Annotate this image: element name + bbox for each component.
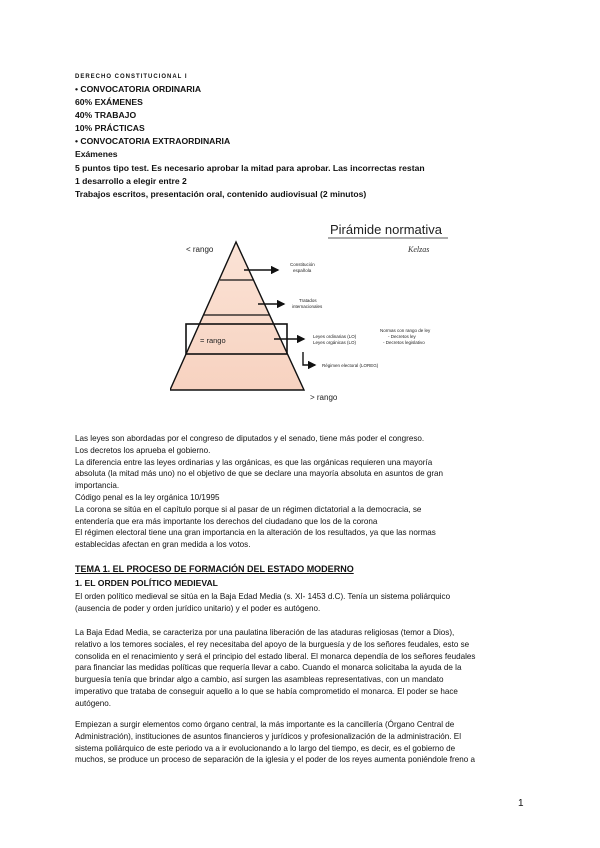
level-label: Régimen electoral (LOREG): [322, 363, 379, 368]
text-line: muchos, se produce un proceso de separación de la iglesia y el poder de los reyes aumenta poniéndole freno a: [75, 755, 475, 765]
body-paragraph-2: [75, 627, 525, 710]
summary-line: Exámenes: [75, 149, 118, 160]
text-line: burguesía tenía que brindar algo a cambio, así surgen las asambleas representativas, con un mandato: [75, 675, 444, 685]
text-line: consolida en el renacimiento y será el principio del estado liberal. El monarca dependía de los señores feudales: [75, 651, 476, 661]
arrow-icon: [303, 352, 315, 365]
summary-line: • CONVOCATORIA EXTRAORDINARIA: [75, 136, 231, 147]
note-line: - Decretos ley: [388, 334, 416, 339]
bottom-rank-label: > rango: [310, 393, 338, 402]
text-line: Administración), instituciones de asuntos financieros y jurídicos y profesionalización de la administración. El: [75, 731, 461, 741]
text-line: La diferencia entre las leyes ordinarias y las orgánicas, es que las orgánicas requieren una mayoría: [75, 457, 433, 467]
level-label: Leyes ordinarias (LO): [313, 334, 357, 339]
page-number: 1: [518, 798, 524, 809]
text-line: El orden político medieval se sitúa en la Baja Edad Media (s. XI- 1453 d.C). Tenía un sistema poliárquico: [75, 592, 451, 601]
level-label: española: [293, 268, 312, 273]
text-line: La corona se sitúa en el capítulo porque si al pasar de un régimen dictatorial a la democracia, se: [75, 504, 422, 514]
notes-paragraph: [75, 433, 443, 551]
text-line: sistema poliárquico de este periodo va a ir evolucionando a lo largo del tiempo, es decir, es el gobierno de: [75, 743, 456, 753]
body-paragraph-3: [75, 719, 525, 766]
section-title: 1. EL ORDEN POLÍTICO MEDIEVAL: [75, 578, 218, 588]
text-line: imperativo que trataba de conseguir aquello a lo que se había comprometido el monarca. El poder se hace: [75, 686, 458, 696]
summary-line: 60% EXÁMENES: [75, 97, 143, 108]
text-line: absoluta (la mitad más uno) no el objetivo de que se declare una mayoría absoluta en asuntos de gran: [75, 469, 444, 479]
summary-line: 5 puntos tipo test. Es necesario aprobar la mitad para aprobar. Las incorrectas restan: [75, 162, 425, 173]
summary-line: 1 desarrollo a elegir entre 2: [75, 175, 187, 186]
text-line: Los decretos los aprueba el gobierno.: [75, 445, 211, 455]
middle-rank-label: = rango: [200, 336, 226, 345]
top-rank-label: < rango: [186, 245, 214, 254]
level-label: Constitución: [290, 262, 315, 267]
summary-line: • CONVOCATORIA ORDINARIA: [75, 84, 202, 94]
text-line: Empiezan a surgir elementos como órgano central, la más importante es la cancillería (Órgano Central de: [75, 720, 455, 729]
text-line: para financiar las medidas políticas que requería llevar a cabo. Cuando el monarca solicitaba la ayuda de la: [75, 663, 462, 673]
text-line: Las leyes son abordadas por el congreso de diputados y el senado, tiene más poder el congreso.: [75, 434, 425, 443]
course-header: DERECHO CONSTITUCIONAL I: [75, 74, 188, 80]
summary-line: 40% TRABAJO: [75, 110, 137, 121]
pyramid-shape: [170, 242, 304, 390]
text-line: El régimen electoral tiene una gran importancia en la alteración de los resultados, ya que las normas: [75, 528, 436, 538]
text-line: La Baja Edad Media, se caracteriza por una paulatina liberación de las ataduras religiosas (temor a Dios),: [75, 628, 455, 637]
evaluation-summary: [75, 83, 425, 201]
level-label: Tratados: [299, 298, 317, 303]
chapter-title: TEMA 1. EL PROCESO DE FORMACIÓN DEL ESTADO MODERNO: [75, 564, 354, 574]
text-line: entendería que era más importante los derechos del ciudadano que los de la corona: [75, 516, 378, 526]
figure-signature: Kelzas: [408, 245, 430, 254]
level-label: internacionales: [292, 304, 323, 309]
text-line: (ausencia de poder y orden jurídico unitario) y el poder es autógeno.: [75, 603, 321, 613]
level-label: Leyes orgánicas (LO): [313, 340, 357, 345]
text-line: establecidas afectan en gran medida a los votos.: [75, 540, 251, 550]
text-line: relativo a los temores sociales, el rey necesitaba del apoyo de la burguesía y de los señores feudales, esto se: [75, 639, 470, 649]
note-line: - Decretos legislativo: [383, 340, 425, 345]
note-line: Normas con rango de ley: [380, 328, 431, 333]
summary-line: Trabajos escritos, presentación oral, contenido audiovisual (2 minutos): [75, 188, 367, 199]
figure-title: Pirámide normativa: [330, 222, 442, 237]
text-line: Código penal es la ley orgánica 10/1995: [75, 492, 220, 502]
text-line: autógeno.: [75, 698, 112, 708]
body-paragraph-1: [75, 591, 525, 615]
text-line: importancia.: [75, 481, 120, 491]
summary-line: 10% PRÁCTICAS: [75, 123, 145, 134]
normative-pyramid-figure: [170, 212, 460, 412]
